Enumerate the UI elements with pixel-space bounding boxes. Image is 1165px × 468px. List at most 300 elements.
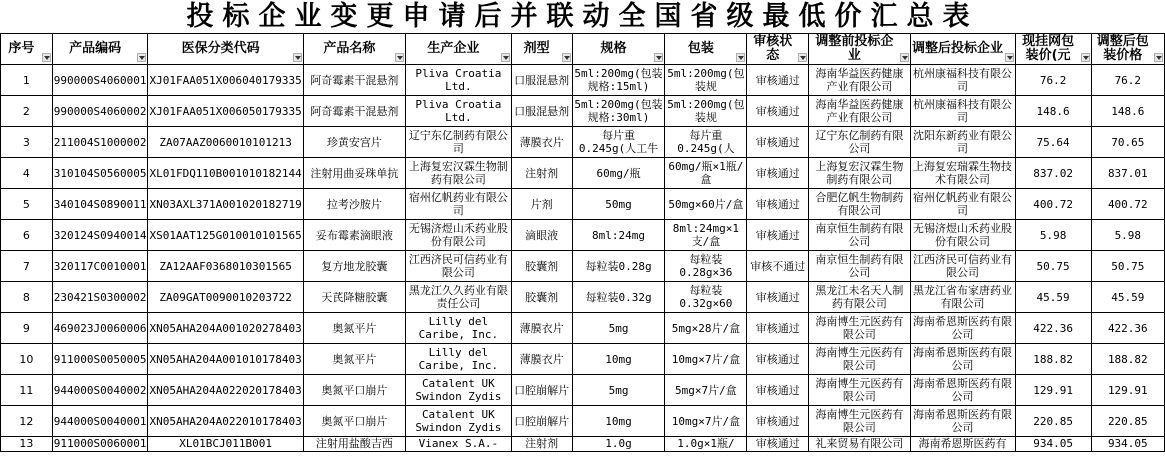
cell-review-status[interactable] <box>747 158 809 189</box>
cell-product-code[interactable] <box>52 65 148 96</box>
cell-product-name-text: 奥氮平片 <box>332 321 377 335</box>
cell-adjusted-price-text: 70.65 <box>1111 135 1145 149</box>
cell-adjusted-price[interactable] <box>1091 251 1164 282</box>
cell-insurance-code-text: XL01FDQ110B001010182144 <box>149 166 302 180</box>
cell-dosage-form-text: 口腔崩解片 <box>514 414 570 428</box>
cell-current-price[interactable] <box>1015 375 1091 406</box>
cell-specification[interactable] <box>572 96 665 127</box>
cell-dosage-form-text: 口腔崩解片 <box>514 383 570 397</box>
cell-bidder-after[interactable] <box>910 375 1015 406</box>
cell-insurance-code-text: ZA12AAF0368010301565 <box>159 259 292 273</box>
cell-dosage-form[interactable] <box>511 344 572 375</box>
cell-current-price[interactable] <box>1015 406 1091 437</box>
cell-insurance-code-text: XJ01FAA051X006050179335 <box>149 104 302 118</box>
cell-bidder-before-text: 海南博生元医药有限公司 <box>815 408 904 434</box>
table-row <box>1 189 1165 220</box>
cell-product-code-text: 944000S0040001 <box>53 414 147 428</box>
cell-current-price[interactable] <box>1015 282 1091 313</box>
cell-bidder-after[interactable] <box>910 65 1015 96</box>
cell-index[interactable] <box>1 158 53 189</box>
cell-insurance-code-text: XN05AHA204A022010178403 <box>149 414 302 428</box>
cell-packaging[interactable] <box>665 189 747 220</box>
cell-review-status-text: 审核通过 <box>755 166 800 180</box>
cell-index[interactable] <box>1 251 53 282</box>
cell-review-status[interactable] <box>747 375 809 406</box>
cell-insurance-code[interactable] <box>148 251 303 282</box>
cell-manufacturer-text: 江西济民可信药业有限公司 <box>408 253 508 279</box>
cell-packaging[interactable] <box>665 344 747 375</box>
cell-bidder-after-text: 上海复宏瑞霖生物技术有限公司 <box>913 160 1013 186</box>
cell-insurance-code[interactable] <box>148 158 303 189</box>
cell-current-price-text: 220.85 <box>1033 414 1073 428</box>
cell-specification[interactable] <box>572 251 665 282</box>
cell-index[interactable] <box>1 282 53 313</box>
cell-review-status-text: 审核通过 <box>755 352 800 366</box>
cell-product-code-text: 990000S4060002 <box>53 104 147 118</box>
cell-bidder-before[interactable] <box>809 127 910 158</box>
cell-index-text: 2 <box>22 104 30 118</box>
cell-specification[interactable] <box>572 437 665 452</box>
cell-specification[interactable] <box>572 65 665 96</box>
cell-product-name[interactable] <box>303 313 405 344</box>
cell-insurance-code[interactable] <box>148 65 303 96</box>
cell-current-price[interactable] <box>1015 65 1091 96</box>
cell-bidder-before[interactable] <box>809 220 910 251</box>
header-product-code[interactable]: 产品编码 <box>52 34 148 65</box>
cell-manufacturer[interactable] <box>406 437 512 452</box>
cell-bidder-before[interactable] <box>809 344 910 375</box>
cell-bidder-after-text: 海南希恩斯医药有限公司 <box>913 346 1013 372</box>
cell-insurance-code-text: XN05AHA204A001010178403 <box>149 352 302 366</box>
cell-bidder-after[interactable] <box>910 251 1015 282</box>
cell-product-code[interactable] <box>52 96 148 127</box>
cell-adjusted-price[interactable] <box>1091 189 1164 220</box>
cell-bidder-before[interactable] <box>809 96 910 127</box>
cell-specification[interactable] <box>572 189 665 220</box>
filter-dropdown-icon[interactable] <box>395 53 404 62</box>
cell-packaging[interactable] <box>665 282 747 313</box>
cell-index[interactable] <box>1 96 53 127</box>
cell-index-text: 4 <box>22 166 30 180</box>
filter-dropdown-icon[interactable] <box>654 53 663 62</box>
cell-product-code-text: 911000S0050005 <box>53 352 147 366</box>
filter-dropdown-icon[interactable] <box>1154 53 1163 62</box>
cell-dosage-form-text: 口服混悬剂 <box>514 104 570 118</box>
cell-manufacturer[interactable] <box>406 344 512 375</box>
cell-bidder-before[interactable] <box>809 406 910 437</box>
cell-dosage-form[interactable] <box>511 406 572 437</box>
cell-bidder-before-text: 南京恒生制药有限公司 <box>815 222 904 248</box>
cell-adjusted-price-text: 45.59 <box>1111 290 1145 304</box>
cell-product-name-text: 复方地龙胶囊 <box>321 259 388 273</box>
cell-packaging[interactable] <box>665 127 747 158</box>
header-review-status[interactable]: 审核状态 <box>747 34 809 65</box>
cell-product-code[interactable] <box>52 282 148 313</box>
cell-product-name[interactable] <box>303 437 405 452</box>
cell-review-status-text: 审核通过 <box>755 104 800 118</box>
cell-current-price-text: 45.59 <box>1036 290 1070 304</box>
cell-current-price[interactable] <box>1015 251 1091 282</box>
cell-review-status[interactable] <box>747 96 809 127</box>
cell-specification[interactable] <box>572 344 665 375</box>
cell-review-status-text: 审核通过 <box>755 321 800 335</box>
cell-insurance-code[interactable] <box>148 127 303 158</box>
table-row <box>1 127 1165 158</box>
summary-table <box>0 33 1165 452</box>
cell-specification[interactable] <box>572 406 665 437</box>
cell-packaging[interactable] <box>665 96 747 127</box>
cell-packaging-text: 5ml:200mg(包装规 <box>667 67 745 93</box>
cell-specification-text: 60mg/瓶 <box>596 166 641 180</box>
cell-dosage-form[interactable] <box>511 65 572 96</box>
cell-adjusted-price-text: 934.05 <box>1107 437 1148 450</box>
cell-product-name[interactable] <box>303 127 405 158</box>
cell-product-code[interactable] <box>52 127 148 158</box>
cell-product-name[interactable] <box>303 158 405 189</box>
cell-bidder-after-text: 海南希恩斯医药有 <box>918 437 1007 450</box>
cell-dosage-form[interactable] <box>511 96 572 127</box>
cell-bidder-before[interactable] <box>809 282 910 313</box>
cell-product-code-text: 469023J0060006 <box>53 321 147 335</box>
header-manufacturer[interactable]: 生产企业 <box>406 34 512 65</box>
cell-review-status[interactable] <box>747 127 809 158</box>
cell-dosage-form[interactable] <box>511 220 572 251</box>
cell-packaging[interactable] <box>665 251 747 282</box>
cell-adjusted-price[interactable] <box>1091 406 1164 437</box>
cell-current-price-text: 400.72 <box>1033 197 1073 211</box>
cell-specification[interactable] <box>572 158 665 189</box>
filter-dropdown-icon[interactable] <box>42 53 51 62</box>
cell-manufacturer[interactable] <box>406 251 512 282</box>
cell-index[interactable] <box>1 344 53 375</box>
cell-packaging[interactable] <box>665 158 747 189</box>
cell-bidder-after-text: 沈阳东新药业有限公司 <box>913 129 1013 155</box>
cell-bidder-before[interactable] <box>809 313 910 344</box>
cell-specification-text: 5mg <box>608 383 629 397</box>
cell-insurance-code[interactable] <box>148 313 303 344</box>
cell-bidder-after-text: 海南希恩斯医药有限公司 <box>913 408 1013 434</box>
cell-product-name[interactable] <box>303 65 405 96</box>
cell-current-price[interactable] <box>1015 96 1091 127</box>
table-row <box>1 251 1165 282</box>
header-bidder-after[interactable]: 调整后投标企业 <box>910 34 1015 65</box>
cell-bidder-before[interactable] <box>809 158 910 189</box>
cell-dosage-form[interactable] <box>511 189 572 220</box>
cell-bidder-after[interactable] <box>910 96 1015 127</box>
cell-insurance-code-text: XJ01FAA051X006040179335 <box>149 73 302 87</box>
filter-dropdown-icon[interactable] <box>798 53 807 62</box>
cell-product-name-text: 奥氮平片 <box>332 352 377 366</box>
filter-dropdown-icon[interactable] <box>736 53 745 62</box>
cell-bidder-after[interactable] <box>910 158 1015 189</box>
cell-bidder-after[interactable] <box>910 313 1015 344</box>
cell-index[interactable] <box>1 127 53 158</box>
cell-adjusted-price[interactable] <box>1091 344 1164 375</box>
cell-review-status-text: 审核通过 <box>755 197 800 211</box>
header-current-price[interactable]: 现挂网包装价(元 <box>1015 34 1091 65</box>
cell-current-price[interactable] <box>1015 220 1091 251</box>
cell-dosage-form-text: 口服混悬剂 <box>514 73 570 87</box>
cell-dosage-form-text: 薄膜衣片 <box>519 135 564 149</box>
cell-insurance-code-text: XN03AXL371A001020182719 <box>149 197 302 211</box>
cell-adjusted-price[interactable] <box>1091 127 1164 158</box>
cell-packaging-text: 5mg×28片/盒 <box>671 321 741 335</box>
cell-current-price[interactable] <box>1015 344 1091 375</box>
cell-packaging-text: 8ml:24mg×1支/盒 <box>672 222 740 248</box>
cell-product-code[interactable] <box>52 375 148 406</box>
cell-product-code-text: 320117C0010001 <box>53 259 147 273</box>
cell-review-status-text: 审核通过 <box>755 290 800 304</box>
cell-review-status-text: 审核通过 <box>755 135 800 149</box>
cell-product-code[interactable] <box>52 220 148 251</box>
cell-insurance-code-text: XN05AHA204A022020178403 <box>149 383 302 397</box>
cell-packaging[interactable] <box>665 313 747 344</box>
cell-review-status[interactable] <box>747 437 809 452</box>
cell-manufacturer[interactable] <box>406 375 512 406</box>
cell-insurance-code[interactable] <box>148 437 303 452</box>
cell-manufacturer[interactable] <box>406 65 512 96</box>
cell-review-status[interactable] <box>747 65 809 96</box>
table-row <box>1 65 1165 96</box>
cell-dosage-form-text: 胶囊剂 <box>525 259 559 273</box>
cell-adjusted-price-text: 76.2 <box>1114 73 1142 87</box>
cell-index[interactable] <box>1 437 53 452</box>
cell-current-price[interactable] <box>1015 127 1091 158</box>
header-specification[interactable]: 规格 <box>572 34 665 65</box>
cell-product-name[interactable] <box>303 251 405 282</box>
cell-index-text: 9 <box>22 321 30 335</box>
cell-adjusted-price[interactable] <box>1091 375 1164 406</box>
cell-manufacturer-text: 上海复宏汉霖生物制药有限公司 <box>408 160 508 186</box>
cell-product-code[interactable] <box>52 313 148 344</box>
cell-packaging[interactable] <box>665 406 747 437</box>
cell-insurance-code[interactable] <box>148 220 303 251</box>
cell-product-code-text: 340104S0890011 <box>53 197 147 211</box>
header-dosage-form[interactable]: 剂型 <box>511 34 572 65</box>
cell-review-status-text: 审核通过 <box>755 228 800 242</box>
cell-adjusted-price[interactable] <box>1091 437 1164 452</box>
cell-bidder-before[interactable] <box>809 65 910 96</box>
cell-current-price-text: 5.98 <box>1039 228 1067 242</box>
cell-specification-text: 每粒装0.32g <box>585 290 652 304</box>
cell-bidder-after[interactable] <box>910 437 1015 452</box>
cell-specification[interactable] <box>572 375 665 406</box>
cell-packaging[interactable] <box>665 375 747 406</box>
cell-manufacturer[interactable] <box>406 96 512 127</box>
cell-index[interactable] <box>1 189 53 220</box>
cell-current-price[interactable] <box>1015 158 1091 189</box>
cell-adjusted-price-text: 220.85 <box>1107 414 1148 428</box>
cell-adjusted-price[interactable] <box>1091 313 1164 344</box>
cell-insurance-code[interactable] <box>148 344 303 375</box>
filter-dropdown-icon[interactable] <box>1081 53 1090 62</box>
cell-product-name-text: 妥布霉素滴眼液 <box>315 228 393 242</box>
cell-adjusted-price[interactable] <box>1091 158 1164 189</box>
cell-review-status[interactable] <box>747 406 809 437</box>
cell-review-status[interactable] <box>747 282 809 313</box>
cell-product-name[interactable] <box>303 282 405 313</box>
cell-insurance-code[interactable] <box>148 375 303 406</box>
cell-product-name-text: 奥氮平口崩片 <box>321 383 388 397</box>
cell-review-status-text: 审核不通过 <box>750 259 806 273</box>
cell-packaging[interactable] <box>665 65 747 96</box>
cell-bidder-before-text: 辽宁东亿制药有限公司 <box>815 129 904 155</box>
cell-dosage-form-text: 薄膜衣片 <box>519 321 564 335</box>
cell-manufacturer-text: 黑龙江久久药业有限责任公司 <box>408 284 508 310</box>
cell-product-name[interactable] <box>303 96 405 127</box>
cell-review-status-text: 审核通过 <box>755 414 800 428</box>
cell-dosage-form[interactable] <box>511 313 572 344</box>
cell-review-status[interactable] <box>747 220 809 251</box>
cell-bidder-after[interactable] <box>910 220 1015 251</box>
cell-product-name[interactable] <box>303 189 405 220</box>
cell-review-status[interactable] <box>747 251 809 282</box>
cell-adjusted-price-text: 5.98 <box>1114 228 1142 242</box>
cell-dosage-form[interactable] <box>511 375 572 406</box>
header-packaging[interactable]: 包装 <box>665 34 747 65</box>
cell-specification-text: 5ml:200mg(包装规格:15ml) <box>574 67 663 93</box>
cell-index-text: 8 <box>22 290 30 304</box>
filter-dropdown-icon[interactable] <box>293 53 302 62</box>
cell-index-text: 7 <box>22 259 30 273</box>
cell-product-code[interactable] <box>52 189 148 220</box>
cell-adjusted-price[interactable] <box>1091 282 1164 313</box>
cell-product-name[interactable] <box>303 344 405 375</box>
cell-manufacturer[interactable] <box>406 158 512 189</box>
cell-product-code[interactable] <box>52 406 148 437</box>
cell-product-code-text: 310104S0560005 <box>53 166 147 180</box>
cell-manufacturer[interactable] <box>406 282 512 313</box>
cell-specification-text: 10mg <box>605 414 632 428</box>
cell-review-status[interactable] <box>747 344 809 375</box>
cell-packaging[interactable] <box>665 220 747 251</box>
cell-dosage-form[interactable] <box>511 251 572 282</box>
filter-dropdown-icon[interactable] <box>1005 53 1014 62</box>
cell-adjusted-price-text: 148.6 <box>1111 104 1145 118</box>
cell-product-name[interactable] <box>303 220 405 251</box>
table-row <box>1 282 1165 313</box>
cell-bidder-before[interactable] <box>809 437 910 452</box>
cell-current-price[interactable] <box>1015 437 1091 452</box>
header-index[interactable]: 序号 <box>1 34 53 65</box>
cell-insurance-code[interactable] <box>148 189 303 220</box>
cell-bidder-after-text: 江西济民可信药业有限公司 <box>913 253 1013 279</box>
cell-manufacturer-text: Pliva Croatia Ltd. <box>415 67 502 93</box>
cell-specification[interactable] <box>572 313 665 344</box>
cell-index[interactable] <box>1 406 53 437</box>
cell-packaging-text: 50mg×60片/盒 <box>668 197 744 211</box>
cell-product-name[interactable] <box>303 375 405 406</box>
cell-bidder-after[interactable] <box>910 127 1015 158</box>
cell-adjusted-price[interactable] <box>1091 220 1164 251</box>
cell-bidder-before-text: 海南华益医药健康产业有限公司 <box>815 67 904 93</box>
cell-insurance-code[interactable] <box>148 282 303 313</box>
cell-manufacturer[interactable] <box>406 189 512 220</box>
cell-product-code[interactable] <box>52 158 148 189</box>
cell-manufacturer[interactable] <box>406 220 512 251</box>
cell-manufacturer[interactable] <box>406 313 512 344</box>
header-insurance-code[interactable]: 医保分类代码 <box>148 34 303 65</box>
cell-product-name[interactable] <box>303 406 405 437</box>
cell-product-code[interactable] <box>52 344 148 375</box>
cell-bidder-before[interactable] <box>809 189 910 220</box>
cell-dosage-form[interactable] <box>511 127 572 158</box>
cell-bidder-before-text: 海南博生元医药有限公司 <box>815 346 904 372</box>
header-bidder-before[interactable]: 调整前投标企业 <box>809 34 910 65</box>
cell-bidder-before-text: 海南博生元医药有限公司 <box>815 315 904 341</box>
cell-bidder-before[interactable] <box>809 375 910 406</box>
cell-dosage-form-text: 注射剂 <box>525 166 559 180</box>
cell-bidder-after[interactable] <box>910 344 1015 375</box>
cell-review-status[interactable] <box>747 313 809 344</box>
cell-dosage-form-text: 薄膜衣片 <box>519 352 564 366</box>
cell-insurance-code-text: XN05AHA204A001020278403 <box>149 321 302 335</box>
cell-specification[interactable] <box>572 282 665 313</box>
cell-dosage-form[interactable] <box>511 437 572 452</box>
cell-product-name-text: 天芪降糖胶囊 <box>321 290 388 304</box>
cell-specification-text: 50mg <box>605 197 632 211</box>
cell-current-price[interactable] <box>1015 313 1091 344</box>
cell-product-code-text: 944000S0040002 <box>53 383 147 397</box>
cell-index[interactable] <box>1 375 53 406</box>
cell-specification[interactable] <box>572 220 665 251</box>
cell-adjusted-price[interactable] <box>1091 96 1164 127</box>
filter-dropdown-icon[interactable] <box>562 53 571 62</box>
cell-bidder-after[interactable] <box>910 189 1015 220</box>
cell-index[interactable] <box>1 313 53 344</box>
cell-specification-text: 10mg <box>605 352 632 366</box>
cell-dosage-form[interactable] <box>511 158 572 189</box>
cell-current-price-text: 188.82 <box>1033 352 1073 366</box>
cell-manufacturer-text: Vianex S.A.- <box>418 437 499 450</box>
cell-insurance-code[interactable] <box>148 406 303 437</box>
cell-product-name-text: 注射用盐酸吉西 <box>315 437 393 450</box>
cell-index[interactable] <box>1 65 53 96</box>
cell-bidder-after[interactable] <box>910 406 1015 437</box>
filter-dropdown-icon[interactable] <box>900 53 909 62</box>
cell-packaging[interactable] <box>665 437 747 452</box>
cell-adjusted-price[interactable] <box>1091 65 1164 96</box>
cell-index[interactable] <box>1 220 53 251</box>
header-adjusted-price[interactable]: 调整后包装价格 <box>1091 34 1164 65</box>
cell-manufacturer[interactable] <box>406 406 512 437</box>
cell-manufacturer[interactable] <box>406 127 512 158</box>
cell-dosage-form[interactable] <box>511 282 572 313</box>
cell-insurance-code[interactable] <box>148 96 303 127</box>
cell-bidder-after-text: 杭州康福科技有限公司 <box>913 98 1013 124</box>
cell-specification-text: 每粒装0.28g <box>585 259 652 273</box>
cell-current-price-text: 837.02 <box>1033 166 1073 180</box>
cell-dosage-form-text: 片剂 <box>530 197 553 211</box>
cell-index-text: 10 <box>19 352 34 366</box>
cell-review-status[interactable] <box>747 189 809 220</box>
cell-current-price[interactable] <box>1015 189 1091 220</box>
filter-dropdown-icon[interactable] <box>501 53 510 62</box>
cell-current-price-text: 934.05 <box>1033 437 1073 450</box>
cell-bidder-before-text: 海南博生元医药有限公司 <box>815 377 904 403</box>
filter-dropdown-icon[interactable] <box>137 53 146 62</box>
cell-specification[interactable] <box>572 127 665 158</box>
cell-product-code-text: 320124S0940014 <box>53 228 147 242</box>
cell-bidder-before[interactable] <box>809 251 910 282</box>
cell-review-status-text: 审核通过 <box>755 73 800 87</box>
cell-bidder-after[interactable] <box>910 282 1015 313</box>
header-product-name[interactable]: 产品名称 <box>303 34 405 65</box>
cell-bidder-before-text: 合肥亿帆生物制药有限公司 <box>815 191 904 217</box>
cell-product-code[interactable] <box>52 251 148 282</box>
cell-product-code[interactable] <box>52 437 148 452</box>
cell-product-code-text: 211004S1000002 <box>53 135 147 149</box>
